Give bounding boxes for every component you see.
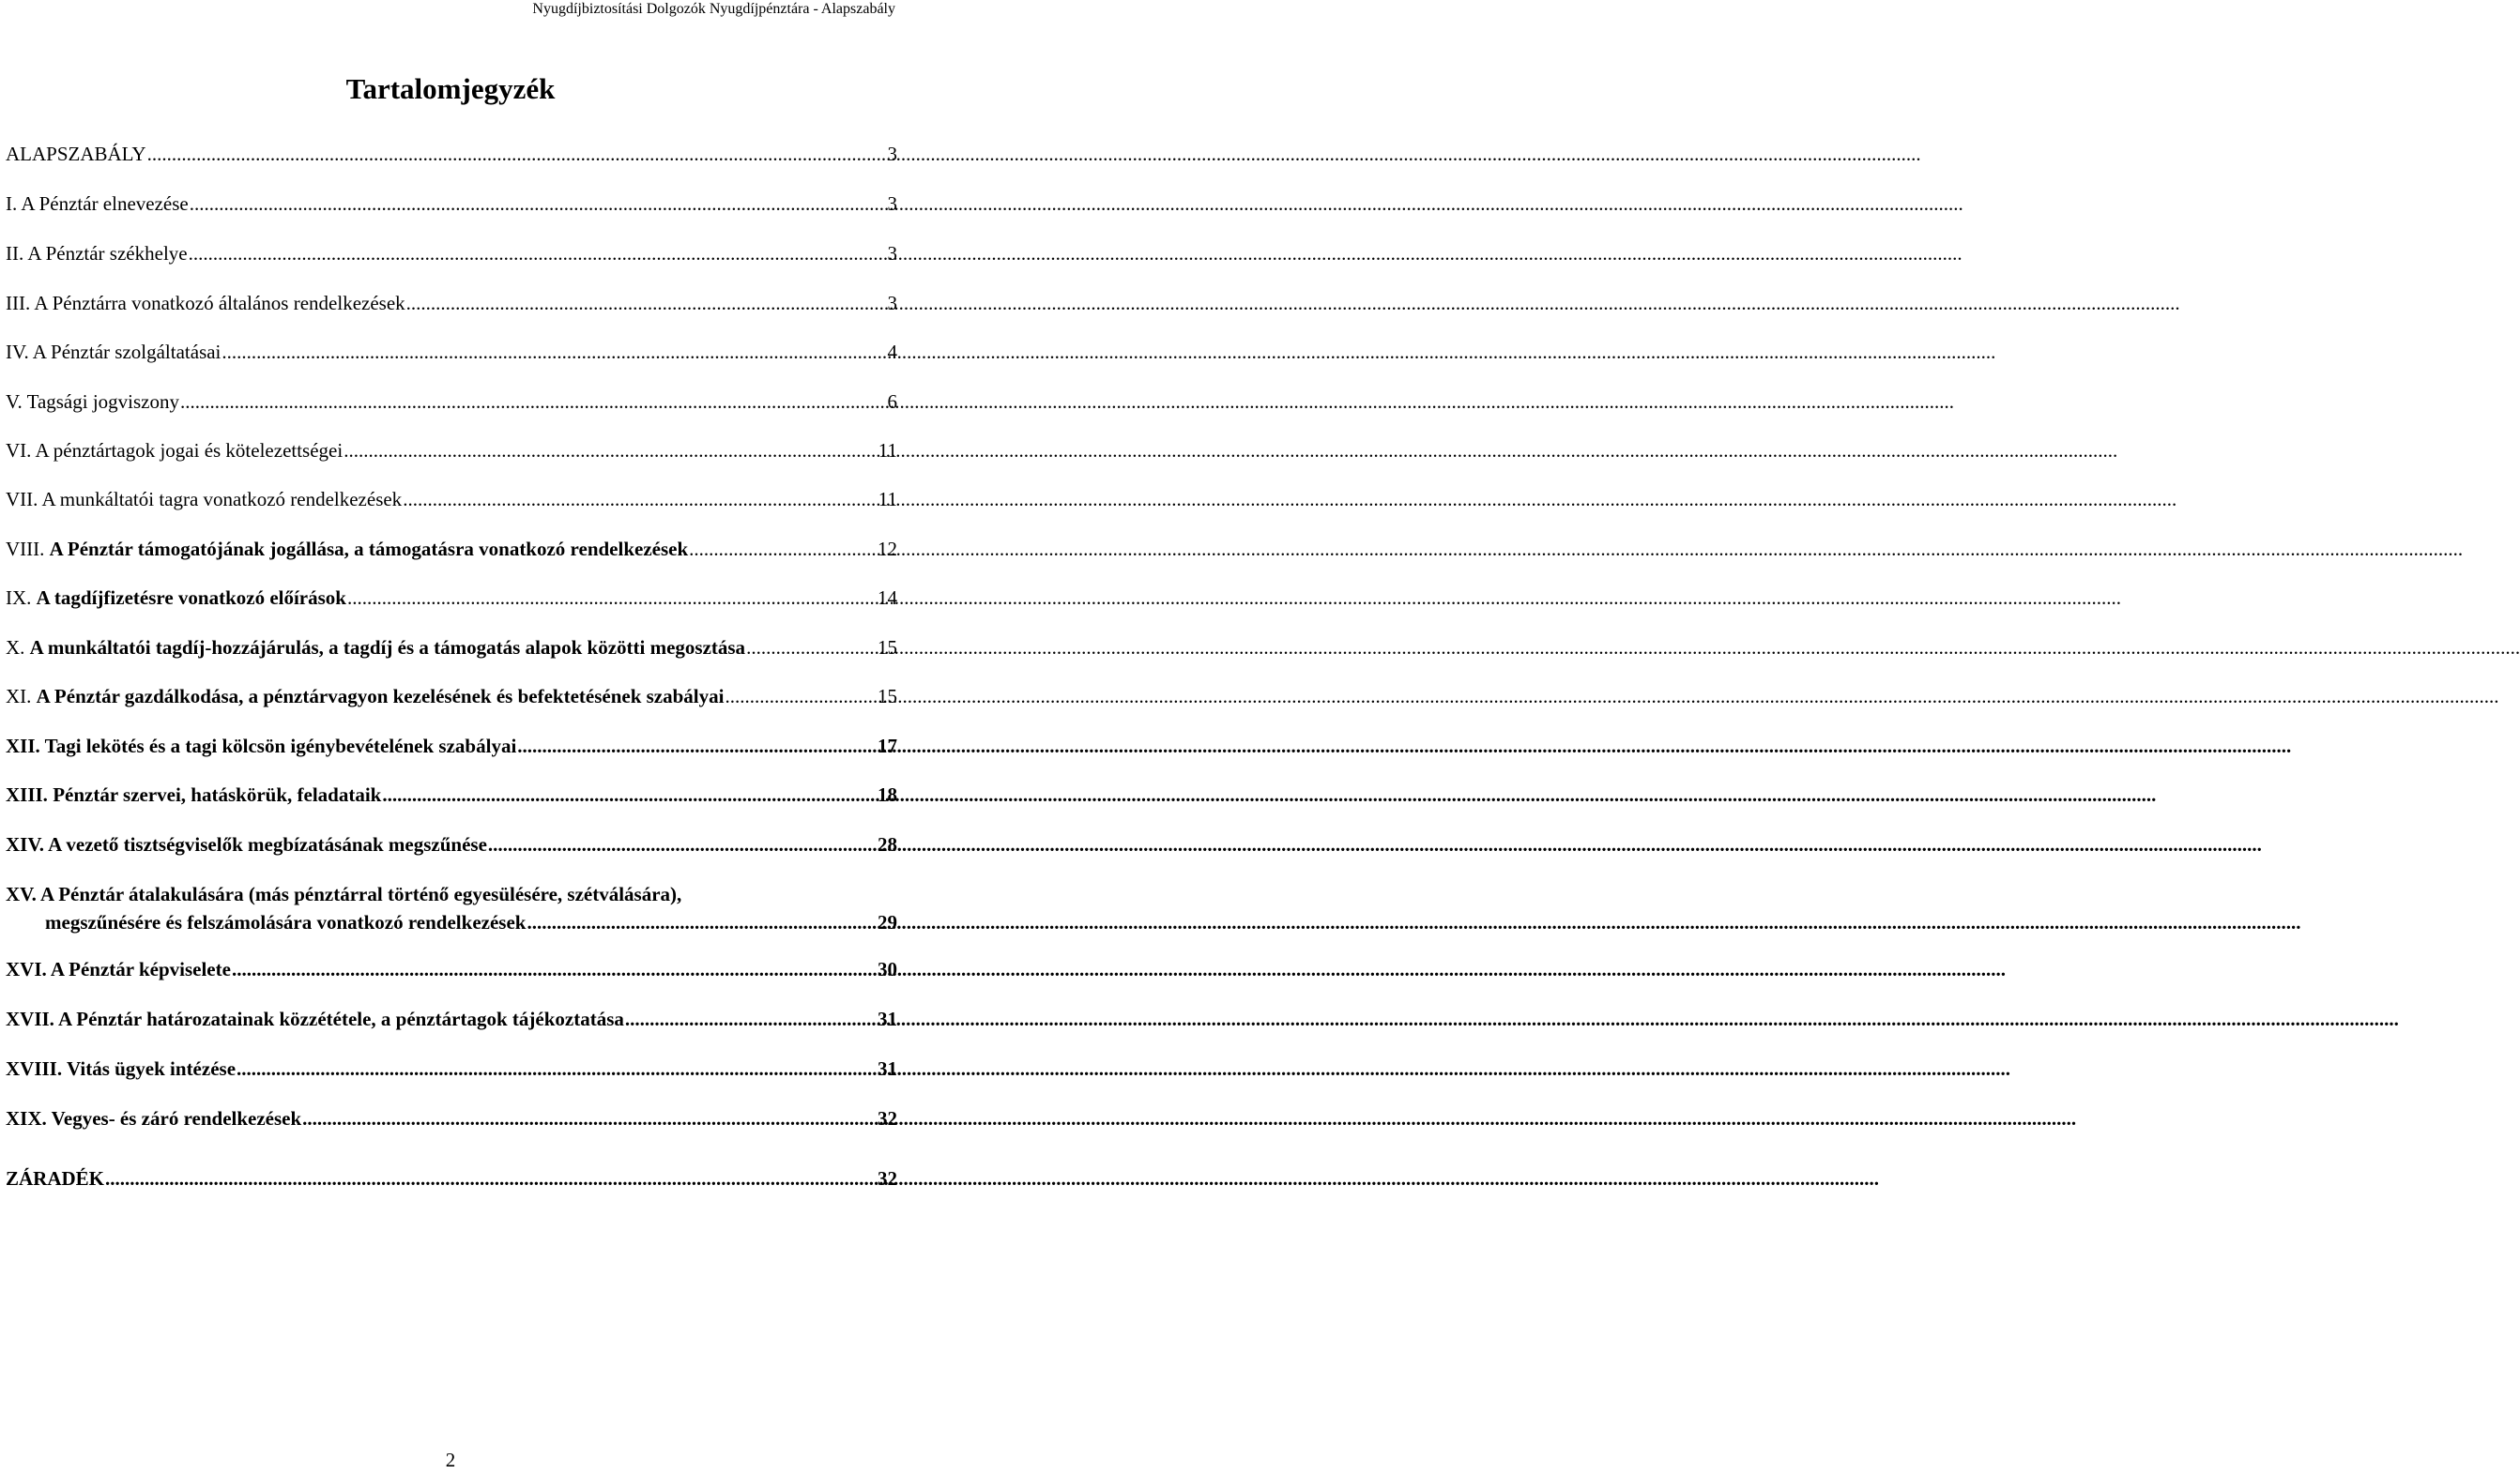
toc-entry-xii[interactable] — [6, 734, 897, 758]
toc-entry-text: A Pénztár képviselete — [50, 958, 231, 980]
dot-leader — [232, 957, 877, 981]
toc-entry-text: Vitás ügyek intézése — [66, 1057, 237, 1080]
toc-entry-page: 18 — [878, 783, 897, 806]
toc-entry-label — [6, 537, 688, 561]
document-title: Tartalomjegyzék — [345, 72, 556, 105]
toc-entry-number: XI. — [6, 685, 32, 707]
dot-leader — [625, 1007, 877, 1031]
toc-entry-label: I. A Pénztár elnevezése — [6, 192, 189, 215]
toc-entry-label — [6, 832, 487, 857]
toc-entry-label: VI. A pénztártagok jogai és kötelezettségei — [6, 439, 344, 462]
toc-entry-label — [6, 1106, 301, 1131]
toc-entry-page: 29 — [878, 911, 897, 934]
toc-entry-number: XIV. — [6, 833, 45, 856]
toc-entry-number: VIII. — [6, 538, 45, 560]
toc-entry-label: II. A Pénztár székhelye — [6, 242, 188, 265]
toc-entry-text: A Pénztár gazdálkodása, a pénztárvagyon kezelésének és befektetésének szabályai — [36, 685, 725, 707]
toc-entry-page: 12 — [878, 538, 897, 560]
dot-leader — [517, 734, 877, 758]
toc-entry-text: A vezető tisztségviselők megbízatásának megszűnése — [48, 833, 487, 856]
toc-entry-number: IX. — [6, 586, 32, 609]
toc-entry-vii[interactable] — [6, 487, 897, 511]
toc-entry-page: 3 — [887, 192, 897, 215]
running-header: Nyugdíjbiztosítási Dolgozók Nyugdíjpénztára - Alapszabály — [532, 1, 895, 17]
toc-entry-first-line — [6, 882, 681, 906]
toc-entry-text: A tagdíjfizetésre vonatkozó előírások — [36, 586, 346, 609]
toc-entry-number: XIX. — [6, 1107, 47, 1130]
toc-entry-vi[interactable] — [6, 438, 897, 463]
toc-entry-label — [6, 585, 346, 610]
toc-entry-number: XVIII. — [6, 1057, 63, 1080]
toc-entry-alapszabaly[interactable] — [6, 142, 897, 166]
toc-entry-label — [6, 734, 516, 758]
toc-entry-label — [6, 635, 745, 660]
toc-entry-page: 3 — [887, 242, 897, 265]
toc-entry-text: A Pénztár átalakulására (más pénztárral történő egyesülésére, szétválására), — [39, 883, 682, 905]
toc-entry-page: 6 — [887, 390, 897, 413]
dot-leader — [488, 832, 877, 857]
toc-entry-number: X. — [6, 636, 25, 659]
toc-entry-label: III. A Pénztárra vonatkozó általános rendelkezések — [6, 292, 405, 314]
toc-entry-text: A munkáltatói tagdíj-hozzájárulás, a tagdíj és a támogatás alapok közötti megosztása — [29, 636, 746, 659]
dot-leader — [180, 389, 886, 414]
toc-entry-page: 3 — [887, 143, 897, 165]
toc-entry-label — [6, 783, 381, 807]
toc-entry-v[interactable] — [6, 389, 897, 414]
toc-entry-label: ZÁRADÉK — [6, 1167, 105, 1190]
dot-leader — [746, 635, 877, 660]
dot-leader — [221, 340, 886, 364]
toc-entry-text: Pénztár szervei, hatáskörük, feladataik — [53, 783, 382, 806]
toc-entry-page: 15 — [878, 685, 897, 707]
toc-entry-continuation: megszűnésére és felszámolására vonatkozó rendelkezések — [45, 911, 527, 934]
toc-entry-ii[interactable] — [6, 241, 897, 266]
dot-leader — [190, 191, 887, 216]
dot-leader — [403, 487, 878, 511]
toc-entry-text: Tagi lekötés és a tagi kölcsön igénybevételének szabályai — [44, 735, 517, 757]
toc-entry-number: XVI. — [6, 958, 47, 980]
toc-entry-label: V. Tagsági jogviszony — [6, 390, 180, 413]
toc-entry-label — [6, 1007, 624, 1031]
toc-entry-page: 30 — [878, 958, 897, 980]
dot-leader — [189, 241, 887, 266]
toc-entry-page: 31 — [878, 1057, 897, 1080]
toc-entry-viii[interactable] — [6, 537, 897, 561]
dot-leader — [347, 585, 877, 610]
toc-entry-xi[interactable] — [6, 684, 897, 708]
dot-leader — [527, 910, 877, 935]
toc-entry-xviii[interactable] — [6, 1056, 897, 1081]
toc-entry-number: XVII. — [6, 1008, 54, 1030]
toc-entry-label — [6, 1056, 236, 1081]
toc-entry-number: XV. — [6, 883, 37, 905]
toc-entry-page: 28 — [878, 833, 897, 856]
dot-leader — [344, 438, 878, 463]
toc-entry-page: 11 — [878, 439, 897, 462]
toc-entry-page: 4 — [887, 341, 897, 363]
toc-entry-xvi[interactable] — [6, 957, 897, 981]
dot-leader — [237, 1056, 877, 1081]
dot-leader — [382, 783, 877, 807]
toc-entry-xiii[interactable] — [6, 783, 897, 807]
dot-leader — [147, 142, 887, 166]
toc-entry-label: VII. A munkáltatói tagra vonatkozó rendelkezések — [6, 488, 403, 510]
toc-entry-label — [6, 684, 724, 708]
table-of-contents — [0, 0, 901, 1474]
toc-entry-xix[interactable] — [6, 1106, 897, 1131]
dot-leader — [406, 291, 887, 315]
dot-leader — [302, 1106, 877, 1131]
dot-leader — [689, 537, 877, 561]
toc-entry-text: Vegyes- és záró rendelkezések — [51, 1107, 302, 1130]
toc-entry-xvii[interactable] — [6, 1007, 897, 1031]
toc-entry-iii[interactable] — [6, 291, 897, 315]
toc-entry-page: 32 — [878, 1107, 897, 1130]
toc-entry-label — [6, 957, 231, 981]
toc-entry-label: ALAPSZABÁLY — [6, 143, 146, 165]
toc-entry-text: A Pénztár támogatójának jogállása, a támogatásra vonatkozó rendelkezések — [49, 538, 689, 560]
toc-entry-page: 32 — [878, 1167, 897, 1190]
toc-entry-i[interactable] — [6, 191, 897, 216]
toc-entry-number: XII. — [6, 735, 40, 757]
toc-entry-page: 3 — [887, 292, 897, 314]
toc-entry-x[interactable] — [6, 635, 897, 660]
toc-entry-ix[interactable] — [6, 585, 897, 610]
toc-entry-page: 11 — [878, 488, 897, 510]
toc-entry-iv[interactable] — [6, 340, 897, 364]
toc-entry-xv[interactable] — [6, 882, 897, 935]
toc-entry-number: XIII. — [6, 783, 48, 806]
page-number: 2 — [445, 1449, 456, 1471]
toc-entry-page: 17 — [878, 735, 897, 757]
toc-entry-page: 15 — [878, 636, 897, 659]
dot-leader — [725, 684, 877, 708]
toc-entry-page: 14 — [878, 586, 897, 609]
dot-leader — [105, 1166, 877, 1191]
toc-entry-xiv[interactable] — [6, 832, 897, 857]
toc-entry-page: 31 — [878, 1008, 897, 1030]
toc-entry-zaradek[interactable] — [6, 1166, 897, 1191]
toc-entry-text: A Pénztár határozatainak közzététele, a pénztártagok tájékoztatása — [58, 1008, 624, 1030]
toc-entry-label: IV. A Pénztár szolgáltatásai — [6, 341, 221, 363]
